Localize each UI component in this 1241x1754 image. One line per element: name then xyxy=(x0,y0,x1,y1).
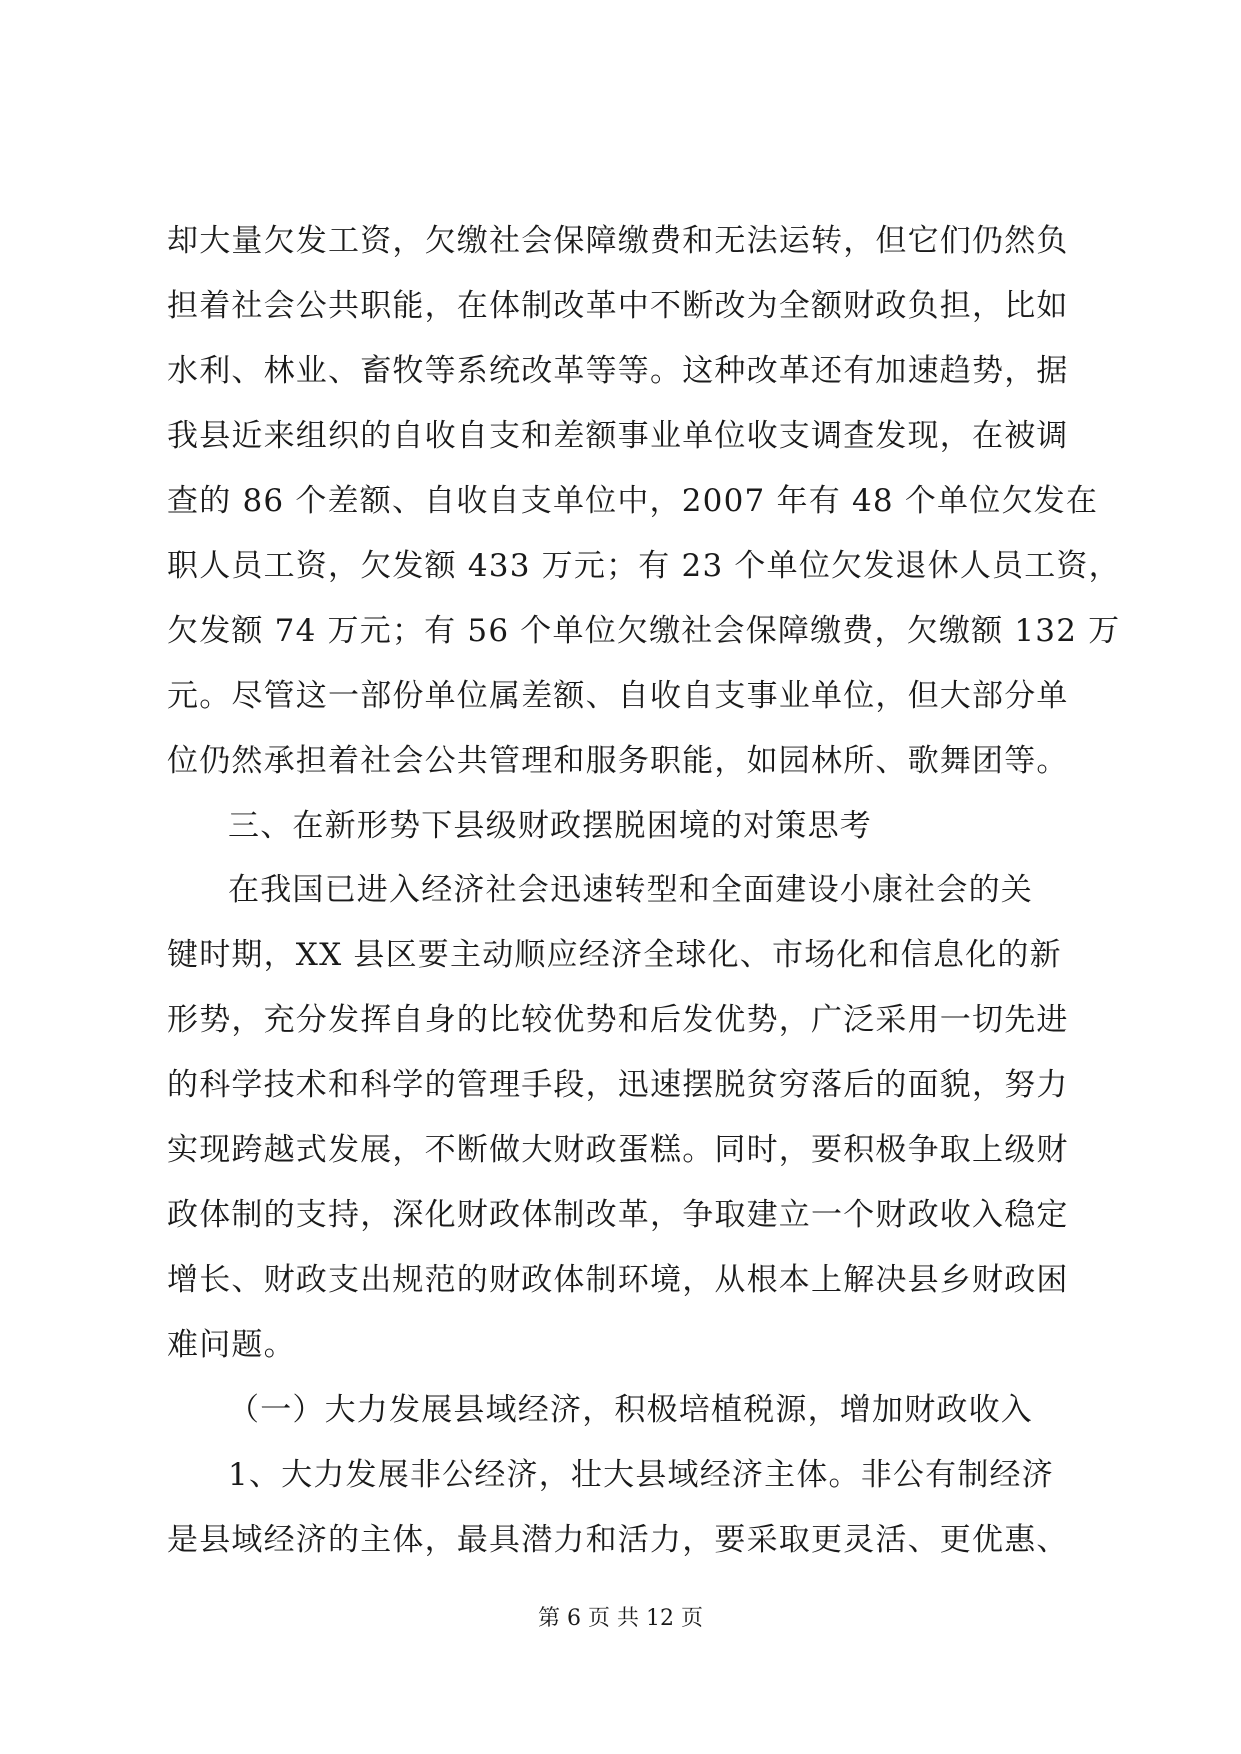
body-text-line: 查的 86 个差额、自收自支单位中，2007 年有 48 个单位欠发在 xyxy=(167,483,1099,519)
body-text-line: 却大量欠发工资，欠缴社会保障缴费和无法运转，但它们仍然负 xyxy=(167,223,1069,259)
body-text-line: 担着社会公共职能，在体制改革中不断改为全额财政负担，比如 xyxy=(167,288,1069,324)
body-text-line: 键时期，XX 县区要主动顺应经济全球化、市场化和信息化的新 xyxy=(167,937,1062,973)
body-text-line: 位仍然承担着社会公共管理和服务职能，如园林所、歌舞团等。 xyxy=(167,743,1069,779)
body-text-line: 政体制的支持，深化财政体制改革，争取建立一个财政收入稳定 xyxy=(167,1197,1069,1233)
body-text-line: 在我国已进入经济社会迅速转型和全面建设小康社会的关 xyxy=(228,872,1033,908)
body-text-line: 形势，充分发挥自身的比较优势和后发优势，广泛采用一切先进 xyxy=(167,1002,1069,1038)
body-text-line: 的科学技术和科学的管理手段，迅速摆脱贫穷落后的面貌，努力 xyxy=(167,1067,1069,1103)
body-text-line: 增长、财政支出规范的财政体制环境，从根本上解决县乡财政困 xyxy=(167,1262,1069,1298)
section-heading: 三、在新形势下县级财政摆脱困境的对策思考 xyxy=(228,808,872,844)
body-text-line: 欠发额 74 万元；有 56 个单位欠缴社会保障缴费，欠缴额 132 万 xyxy=(167,613,1121,649)
body-text-line: 1、大力发展非公经济，壮大县域经济主体。非公有制经济 xyxy=(228,1457,1054,1493)
body-text-line: 我县近来组织的自收自支和差额事业单位收支调查发现，在被调 xyxy=(167,418,1069,454)
page-number-footer: 第 6 页 共 12 页 xyxy=(538,1606,703,1631)
body-text-line: 实现跨越式发展，不断做大财政蛋糕。同时，要积极争取上级财 xyxy=(167,1132,1069,1168)
subsection-heading: （一）大力发展县域经济，积极培植税源，增加财政收入 xyxy=(228,1392,1033,1428)
body-text-line: 水利、林业、畜牧等系统改革等等。这种改革还有加速趋势，据 xyxy=(167,353,1069,389)
body-text-line: 难问题。 xyxy=(167,1327,296,1363)
body-text-line: 职人员工资，欠发额 433 万元；有 23 个单位欠发退休人员工资， xyxy=(167,548,1121,584)
body-text-line: 元。尽管这一部份单位属差额、自收自支事业单位，但大部分单 xyxy=(167,678,1069,714)
body-text-line: 是县域经济的主体，最具潜力和活力，要采取更灵活、更优惠、 xyxy=(167,1522,1069,1558)
